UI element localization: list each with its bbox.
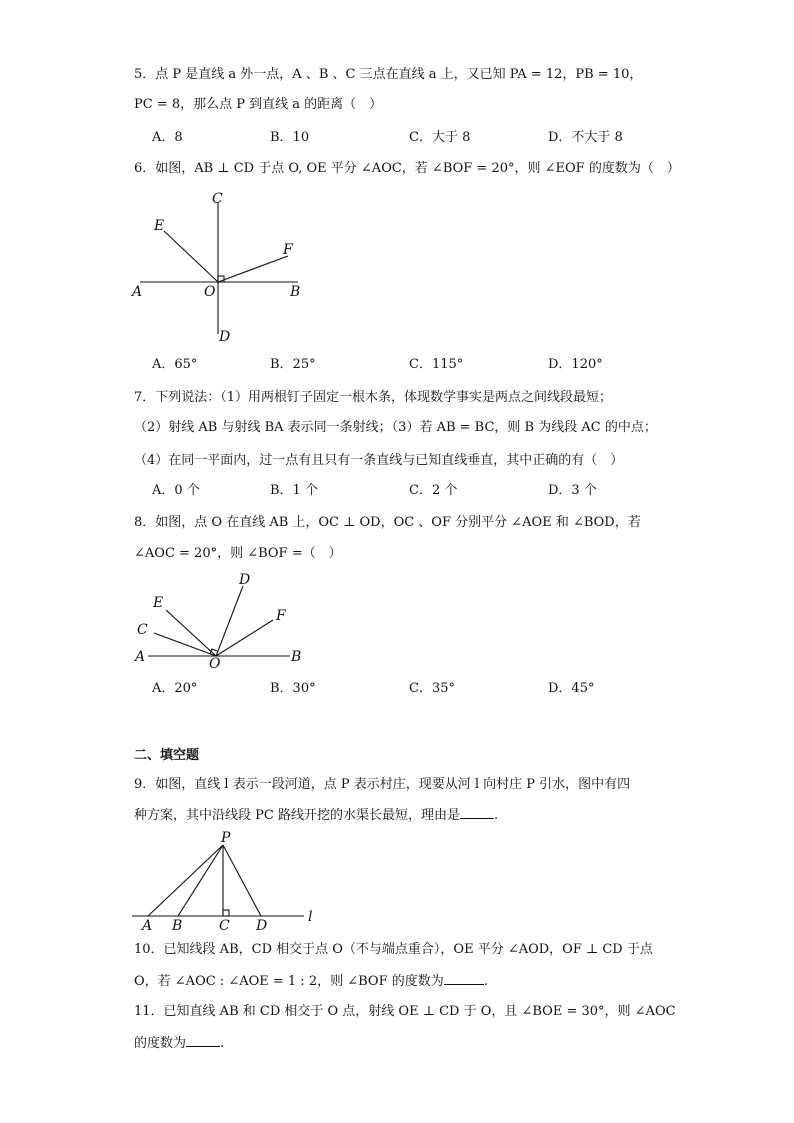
q6-label-a: A [132,284,143,300]
q7-option-a[interactable]: A．0 个 [152,483,200,498]
q9-segment-pd [223,845,261,916]
q8-ray-oc [154,633,216,656]
q8-label-f: F [276,608,286,624]
q8-label-a: A [135,649,146,665]
q7-options [152,482,712,500]
q9-line1: 9．如图，直线 l 表示一段河道，点 P 表示村庄，现要从河 l 向村庄 P 引水，图中有四 [134,777,631,792]
q10-line1: 10．已知线段 AB，CD 相交于点 O（不与端点重合），OE 平分 ∠AOD，OF ⊥ CD 于点 [134,942,653,957]
q7-line3: （4）在同一平面内，过一点有且只有一条直线与已知直线垂直，其中正确的有（ ） [134,453,624,468]
q8-option-b[interactable]: B．30° [270,681,316,696]
q6-label-f: F [283,242,293,258]
q5-option-c[interactable]: C．大于 8 [409,130,471,145]
q8-figure [128,570,328,670]
q6-label-d: D [219,329,231,345]
q8-ray-oe [166,610,216,656]
q9-answer-blank[interactable] [460,806,494,819]
q7-option-d[interactable]: D．3 个 [548,483,597,498]
q6-option-a[interactable]: A．65° [152,357,198,372]
q8-line1: 8．如图，点 O 在直线 AB 上，OC ⊥ OD，OC 、OF 分别平分 ∠AOE 和 ∠BOD，若 [134,515,641,530]
q11-line2-end: . [220,1036,225,1051]
q11-line2-text: 的度数为 [134,1036,187,1051]
q9-segment-pa [148,845,223,916]
q6-label-e: E [154,218,165,234]
q9-label-p: P [221,830,231,846]
q5-line1: 5．点 P 是直线 a 外一点，A 、B 、C 三点在直线 a 上，又已知 PA = 12，PB = 10， [134,67,643,82]
q5-line2: PC = 8，那么点 P 到直线 a 的距离（ ） [134,97,383,112]
q6-line1: 6．如图，AB ⊥ CD 于点 O, OE 平分 ∠AOC，若 ∠BOF = 20°，则 ∠EOF 的度数为（ ） [134,161,680,176]
q6-label-o: O [204,284,216,300]
q11-answer-blank[interactable] [186,1034,220,1047]
q8-option-a[interactable]: A．20° [152,681,198,696]
q8-ray-od [216,586,243,656]
q9-right-angle-mark [223,910,229,916]
q9-label-b: B [172,918,183,934]
q7-line2: （2）射线 AB 与射线 BA 表示同一条射线；（3）若 AB = BC，则 B 为线段 AC 的中点； [134,420,657,435]
q8-options [152,680,712,698]
q6-ray-of [218,256,288,282]
q9-line2-text: 种方案，其中沿线段 PC 路线开挖的水渠长最短，理由是 [134,808,460,823]
q9-label-l: l [308,909,313,925]
q5-option-d[interactable]: D．不大于 8 [548,130,623,145]
q10-line2-text: O，若 ∠AOC : ∠AOE = 1 : 2，则 ∠BOF 的度数为 [134,974,444,989]
q6-ray-oe [164,231,218,282]
q8-label-e: E [153,595,164,611]
q10-answer-blank[interactable] [444,972,484,985]
q8-label-d: D [239,572,251,588]
q8-option-d[interactable]: D．45° [548,681,595,696]
q9-label-a: A [142,918,153,934]
q6-option-b[interactable]: B．25° [270,357,316,372]
q7-option-c[interactable]: C．2 个 [409,483,458,498]
q10-line2 [134,972,488,991]
q6-option-d[interactable]: D．120° [548,357,603,372]
q6-label-c: C [212,191,223,207]
q11-line1: 11．已知直线 AB 和 CD 相交于 O 点，射线 OE ⊥ CD 于 O，且 ∠BOE = 30°，则 ∠AOC [134,1004,676,1019]
q6-option-c[interactable]: C．115° [409,357,464,372]
q9-line2-end: . [493,808,499,823]
q8-ray-of [216,620,273,656]
q7-option-b[interactable]: B．1 个 [270,483,318,498]
q11-line2 [134,1034,224,1053]
q8-label-b: B [291,649,302,665]
q8-line2: ∠AOC = 20°，则 ∠BOF =（ ） [134,546,342,561]
q5-options [152,129,712,147]
q9-figure [128,828,328,932]
q6-figure [128,188,328,348]
q8-label-c: C [137,622,148,638]
q6-label-b: B [290,284,301,300]
q7-line1: 7．下列说法：（1）用两根钉子固定一根木条，体现数学事实是两点之间线段最短； [134,390,613,405]
q6-options [152,356,712,374]
section-title: 二、填空题 [134,748,200,763]
q5-option-b[interactable]: B．10 [270,130,310,145]
q8-label-o: O [209,656,221,672]
q8-option-c[interactable]: C．35° [409,681,455,696]
q10-line2-end: . [483,974,488,989]
q9-line2 [134,806,498,825]
q9-label-d: D [256,918,268,934]
q9-label-c: C [219,918,230,934]
q5-option-a[interactable]: A．8 [152,130,183,145]
